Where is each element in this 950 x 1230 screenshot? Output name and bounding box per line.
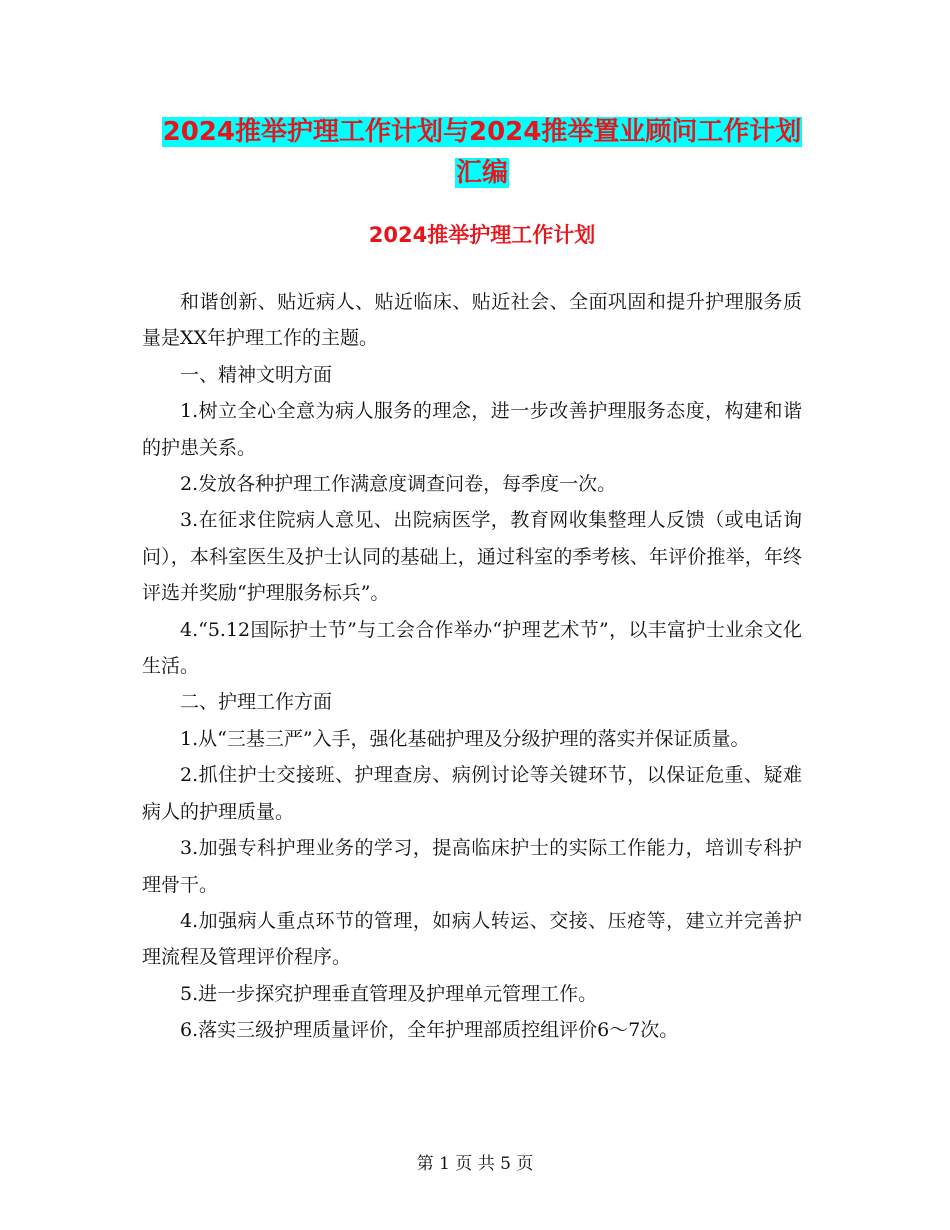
paragraph: 二、护理工作方面 (180, 691, 333, 714)
document-body (142, 284, 802, 1049)
paragraph: 和谐创新、贴近病人、贴近临床、贴近社会、全面巩固和提升护理服务质量是XX年护理工作的主题。 (142, 291, 802, 350)
paragraph: 6.落实三级护理质量评价，全年护理部质控组评价6～7次。 (180, 1019, 679, 1042)
paragraph: 5.进一步探究护理垂直管理及护理单元管理工作。 (180, 982, 598, 1005)
paragraph: 2.发放各种护理工作满意度调查问卷，每季度一次。 (180, 473, 617, 496)
paragraph: 2.抓住护士交接班、护理查房、病例讨论等关键环节，以保证危重、疑难病人的护理质量。 (142, 764, 802, 823)
paragraph: 1.从“三基三严”入手，强化基础护理及分级护理的落实并保证质量。 (180, 727, 750, 750)
page-footer: 第 1 页 共 5 页 (416, 1154, 534, 1174)
paragraph: 3.加强专科护理业务的学习，提高临床护士的实际工作能力，培训专科护理骨干。 (142, 837, 802, 896)
paragraph: 3.在征求住院病人意见、出院病医学，教育网收集整理人反馈（或电话询问），本科室医生及护士认同的基础上，通过科室的季考核、年评价推举，年终评选并奖励“护理服务标兵”。 (142, 509, 802, 605)
paragraph: 4.加强病人重点环节的管理，如病人转运、交接、压疮等，建立并完善护理流程及管理评价程序。 (142, 909, 802, 969)
document-title-line-1 (142, 112, 822, 152)
paragraph: 一、精神文明方面 (180, 363, 333, 386)
paragraph: 4.“5.12国际护士节”与工会合作举办“护理艺术节”，以丰富护士业余文化生活。 (142, 618, 802, 678)
paragraph: 1.树立全心全意为病人服务的理念，进一步改善护理服务态度，构建和谐的护患关系。 (142, 400, 802, 459)
title-highlight: 2024推举护理工作计划与2024推举置业顾问工作计划 (162, 117, 802, 147)
document-title-line-2 (142, 153, 822, 193)
title-highlight: 汇编 (455, 158, 508, 188)
section-title: 2024推举护理工作计划 (368, 223, 596, 247)
